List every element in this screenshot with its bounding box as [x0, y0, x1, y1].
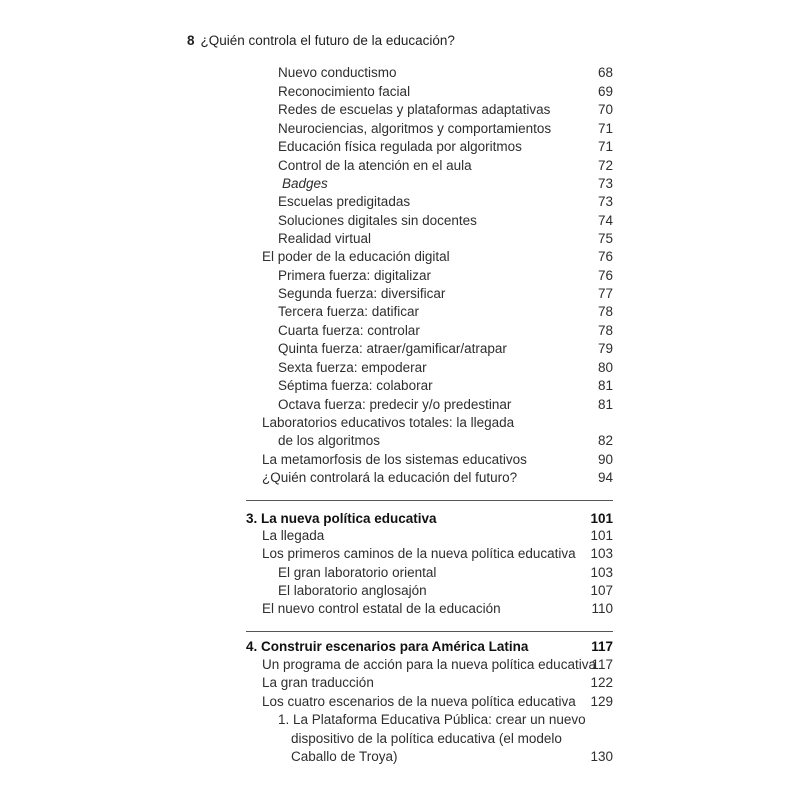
toc-section	[0, 674, 800, 692]
toc-chapter-title: 4. Construir escenarios para América Latina	[246, 639, 529, 654]
toc-entry-page: 79	[597, 341, 613, 356]
toc-entry-page: 75	[597, 231, 613, 246]
toc-entry	[0, 101, 800, 119]
toc-entry-page: 71	[597, 121, 613, 136]
toc-entry-title: Educación física regulada por algoritmos	[278, 139, 522, 154]
toc-entry-continuation	[0, 748, 800, 766]
toc-entry-title: Caballo de Troya)	[291, 749, 398, 764]
toc-entry-page: 103	[590, 546, 613, 561]
toc-entry-title: Reconocimiento facial	[278, 84, 411, 99]
chapter-separator	[246, 500, 613, 501]
toc-section	[0, 248, 800, 266]
toc-section	[0, 600, 800, 618]
toc-entry-title: 1. La Plataforma Educativa Pública: crear un nuevo	[278, 712, 586, 727]
toc-entry	[0, 582, 800, 600]
toc-entry	[0, 285, 800, 303]
toc-entry-title: Los cuatro escenarios de la nueva política educativa	[262, 694, 576, 709]
toc-entry-title: Redes de escuelas y plataformas adaptativas	[278, 102, 551, 117]
toc-entry-page: 122	[590, 675, 613, 690]
toc-entry-continuation	[0, 432, 800, 450]
toc-entry	[0, 322, 800, 340]
toc-entry-page: 76	[597, 249, 613, 264]
toc-entry	[0, 564, 800, 582]
toc-section	[0, 451, 800, 469]
toc-entry-page: 81	[597, 378, 613, 393]
toc-chapter-title: 3. La nueva política educativa	[246, 511, 437, 526]
toc-entry-page: 73	[597, 176, 613, 191]
toc-entry	[0, 711, 800, 729]
toc-chapter-page: 117	[591, 639, 613, 654]
toc-entry-title: ¿Quién controlará la educación del futuro?	[262, 470, 518, 485]
toc-entry-title: El gran laboratorio oriental	[278, 565, 437, 580]
toc-entry-page: 71	[597, 139, 613, 154]
toc-entry	[0, 377, 800, 395]
toc-entry-title: La llegada	[262, 528, 325, 543]
toc-section	[0, 545, 800, 563]
toc-entry-page: 72	[597, 158, 613, 173]
toc-entry-page: 129	[590, 694, 613, 709]
toc-entry-title: Tercera fuerza: datificar	[278, 304, 420, 319]
toc-entry-title: Laboratorios educativos totales: la llegada	[262, 415, 515, 430]
toc-entry	[0, 340, 800, 358]
header-page-number: 8	[187, 33, 195, 48]
toc-entry	[0, 193, 800, 211]
toc-chapter	[0, 510, 800, 528]
toc-entry-page: 101	[590, 528, 613, 543]
toc-chapter-page: 101	[590, 511, 613, 526]
toc-entry	[0, 157, 800, 175]
toc-entry	[0, 230, 800, 248]
toc-entry-page: 78	[597, 304, 613, 319]
toc-entry-title: La metamorfosis de los sistemas educativos	[262, 452, 527, 467]
toc-entry-title: El poder de la educación digital	[262, 249, 450, 264]
toc-entry-title: Nuevo conductismo	[278, 65, 397, 80]
toc-entry-title: Séptima fuerza: colaborar	[278, 378, 433, 393]
toc-entry-page: 69	[597, 84, 613, 99]
toc-chapter	[0, 638, 800, 656]
toc-entry-title: Realidad virtual	[278, 231, 372, 246]
toc-entry	[0, 267, 800, 285]
chapter-separator	[246, 631, 613, 632]
toc-entry	[0, 396, 800, 414]
toc-entry-title: Octava fuerza: predecir y/o predestinar	[278, 397, 512, 412]
toc-entry-title: Primera fuerza: digitalizar	[278, 268, 432, 283]
toc-section	[0, 693, 800, 711]
toc-entry	[0, 120, 800, 138]
toc-entry-continuation	[0, 730, 800, 748]
toc-entry-page: 117	[591, 657, 613, 672]
toc-entry-page: 78	[597, 323, 613, 338]
toc-entry-title: Badges	[282, 176, 328, 191]
toc-section	[0, 656, 800, 674]
toc-entry-page: 70	[597, 102, 613, 117]
toc-entry-title: de los algoritmos	[278, 433, 381, 448]
toc-entry-title: Control de la atención en el aula	[278, 158, 472, 173]
toc-entry	[0, 138, 800, 156]
toc-entry-page: 81	[597, 397, 613, 412]
toc-entry-page: 94	[597, 470, 613, 485]
toc-entry-title: Soluciones digitales sin docentes	[278, 213, 477, 228]
header-title: ¿Quién controla el futuro de la educación?	[200, 33, 455, 48]
toc-entry-title: El laboratorio anglosajón	[278, 583, 427, 598]
toc-entry-page: 82	[597, 433, 613, 448]
toc-entry-page: 68	[597, 65, 613, 80]
toc-section	[0, 469, 800, 487]
toc-entry-page: 90	[597, 452, 613, 467]
toc-entry-page: 76	[597, 268, 613, 283]
toc-entry-title: Los primeros caminos de la nueva política educativa	[262, 546, 576, 561]
toc-entry-page: 74	[597, 213, 613, 228]
toc-entry-page: 103	[590, 565, 613, 580]
toc-entry-title: Un programa de acción para la nueva política educativa	[262, 657, 596, 672]
toc-entry	[0, 83, 800, 101]
toc-entry	[0, 303, 800, 321]
toc-entry-title: Sexta fuerza: empoderar	[278, 360, 427, 375]
toc-entry-page: 77	[597, 286, 613, 301]
toc-entry-page: 80	[597, 360, 613, 375]
toc-entry-title: La gran traducción	[262, 675, 374, 690]
toc-section	[0, 527, 800, 545]
toc-entry-title: Quinta fuerza: atraer/gamificar/atrapar	[278, 341, 507, 356]
toc-entry	[0, 212, 800, 230]
toc-entry	[0, 64, 800, 82]
toc-entry-page: 107	[590, 583, 613, 598]
toc-entry-page: 73	[597, 194, 613, 209]
toc-entry-title: Escuelas predigitadas	[278, 194, 411, 209]
toc-entry-title: El nuevo control estatal de la educación	[262, 601, 501, 616]
toc-entry	[0, 175, 800, 193]
toc-entry-title: Cuarta fuerza: controlar	[278, 323, 420, 338]
toc-entry-page: 130	[590, 749, 613, 764]
toc-entry-title: Segunda fuerza: diversificar	[278, 286, 446, 301]
toc-section	[0, 414, 800, 432]
toc-entry	[0, 359, 800, 377]
toc-entry-title: dispositivo de la política educativa (el modelo	[291, 731, 562, 746]
toc-entry-page: 110	[591, 601, 613, 616]
toc-entry-title: Neurociencias, algoritmos y comportamientos	[278, 121, 552, 136]
